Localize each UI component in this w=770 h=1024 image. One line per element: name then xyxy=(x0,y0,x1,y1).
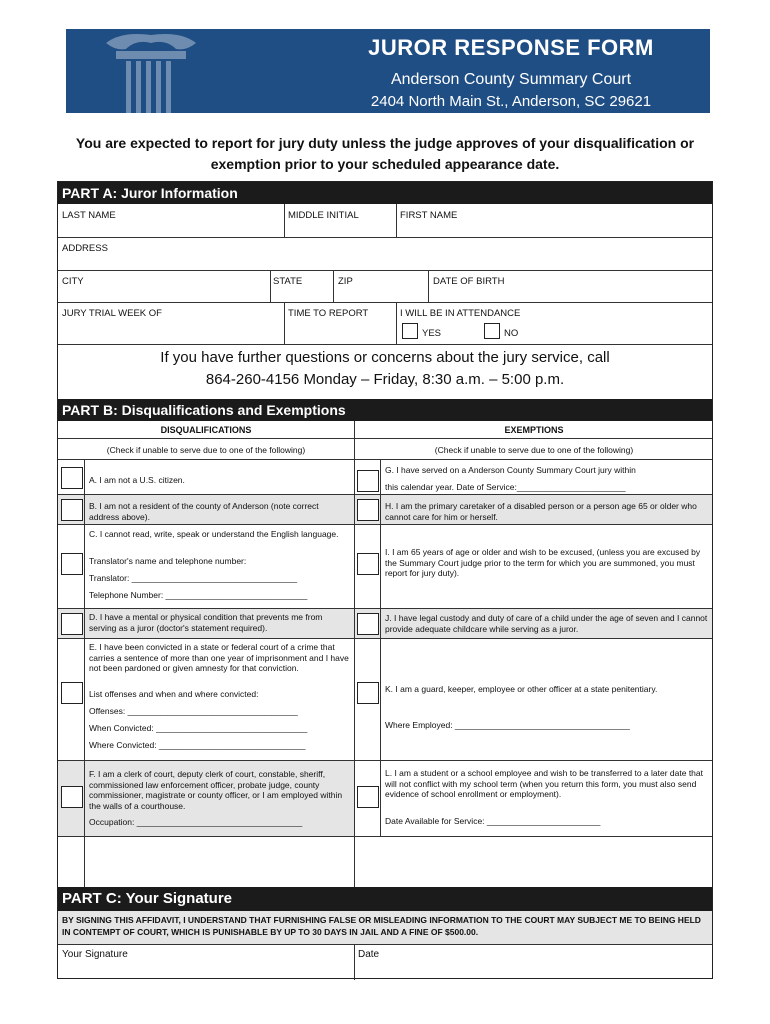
item-l-date-field[interactable]: Date Available for Service: ________________________ xyxy=(385,816,601,826)
last-name-label: LAST NAME xyxy=(62,210,116,221)
item-l-text: L. I am a student or a school employee and wish to be transferred to a later date that will not conflict with my school term (when you return this form, you must also send evidence of school enrollment or employment). xyxy=(385,768,703,799)
item-j-text: J. I have legal custody and duty of care of a child under the age of seven and I cannot provide adequate childcare while serving as a juror. xyxy=(385,613,708,634)
checkbox-e[interactable] xyxy=(61,682,83,704)
form-header xyxy=(66,29,710,113)
checkbox-a[interactable] xyxy=(61,467,83,489)
checkbox-b[interactable] xyxy=(61,499,83,521)
item-d-text: D. I have a mental or physical condition that prevents me from serving as a juror (doctor's statement required). xyxy=(89,612,323,633)
court-address: 2404 North Main St., Anderson, SC 29621 xyxy=(370,93,652,110)
checkbox-l[interactable] xyxy=(357,786,379,808)
item-c-translator-info: Translator's name and telephone number: xyxy=(89,556,247,566)
checkbox-d[interactable] xyxy=(61,613,83,635)
disqualifications-header: DISQUALIFICATIONS xyxy=(160,425,252,435)
item-i-text: I. I am 65 years of age or older and wish to be excused, (unless you are excused by the Summary Court judge prior to the term for which you are summoned, you must report for jury duty). xyxy=(385,547,701,578)
item-e-where-field[interactable]: Where Convicted: _______________________________ xyxy=(89,740,306,750)
date-label: Date xyxy=(358,949,380,960)
item-c-translator-field[interactable]: Translator: ___________________________________ xyxy=(89,573,298,583)
checkbox-g[interactable] xyxy=(357,470,379,492)
checkbox-c[interactable] xyxy=(61,553,83,575)
part-b-title: PART B: Disqualifications and Exemptions xyxy=(58,399,712,421)
juror-form xyxy=(57,181,713,979)
yes-label: YES xyxy=(422,328,442,339)
attendance-no-checkbox[interactable] xyxy=(484,323,500,339)
form-title: JUROR RESPONSE FORM xyxy=(368,35,654,60)
city-label: CITY xyxy=(62,276,84,287)
item-e-offenses-field[interactable]: Offenses: ____________________________________ xyxy=(89,706,298,716)
disqualifications-instruction: (Check if unable to serve due to one of the following) xyxy=(106,445,306,455)
item-e-list-text: List offenses and when and where convicted: xyxy=(89,689,259,699)
state-label: STATE xyxy=(273,276,303,287)
checkbox-f[interactable] xyxy=(61,786,83,808)
affidavit-text: BY SIGNING THIS AFFIDAVIT, I UNDERSTAND THAT FURNISHING FALSE OR MISLEADING INFORMATION TO THE COURT MAY SUBJECT ME TO BEING HELD IN CONTEMPT OF COURT, WHICH IS PUNISHABLE BY UP TO 30 DAYS IN JAIL AND A FINE OF $500.00. xyxy=(62,915,701,937)
intro-notice: You are expected to report for jury duty unless the judge approves of your disqualification or exemption prior to your scheduled appearance date. xyxy=(75,135,695,172)
checkbox-j[interactable] xyxy=(357,613,379,635)
item-e-when-field[interactable]: When Convicted: ________________________________ xyxy=(89,723,308,733)
zip-label: ZIP xyxy=(338,276,353,287)
item-f-occupation-field[interactable]: Occupation: ___________________________________ xyxy=(89,817,303,827)
attendance-label: I WILL BE IN ATTENDANCE xyxy=(400,308,521,319)
first-name-label: FIRST NAME xyxy=(400,210,458,221)
checkbox-h[interactable] xyxy=(357,499,379,521)
no-label: NO xyxy=(504,328,519,339)
time-to-report-label: TIME TO REPORT xyxy=(288,308,369,319)
middle-initial-label: MIDDLE INITIAL xyxy=(288,210,359,221)
item-h-text: H. I am the primary caretaker of a disabled person or a person age 65 or older who cannot care for him or herself. xyxy=(385,501,697,522)
contact-line-1: If you have further questions or concerns about the jury service, call xyxy=(160,349,610,366)
contact-info xyxy=(58,347,712,391)
attendance-yes-checkbox[interactable] xyxy=(402,323,418,339)
item-f-text: F. I am a clerk of court, deputy clerk of court, constable, sheriff, commissioned law enforcement officer, probate judge, county commissioner, magistrate or county officer, or I am employed within the walls of a courthouse. xyxy=(89,769,343,811)
item-c-text: C. I cannot read, write, speak or understand the English language. xyxy=(89,529,339,539)
item-g-date-field[interactable]: this calendar year. Date of Service:_______________________ xyxy=(385,482,626,492)
dob-label: DATE OF BIRTH xyxy=(433,276,505,287)
checkbox-k[interactable] xyxy=(357,682,379,704)
item-g-text: G. I have served on a Anderson County Summary Court jury within xyxy=(385,465,636,475)
address-label: ADDRESS xyxy=(62,243,108,254)
court-name: Anderson County Summary Court xyxy=(390,71,632,88)
item-a-text: A. I am not a U.S. citizen. xyxy=(89,475,185,485)
checkbox-i[interactable] xyxy=(357,553,379,575)
exemptions-instruction: (Check if unable to serve due to one of the following) xyxy=(434,445,634,455)
contact-line-2: 864-260-4156 Monday – Friday, 8:30 a.m. – 5:00 p.m. xyxy=(205,371,565,388)
item-c-phone-field[interactable]: Telephone Number: ______________________________ xyxy=(89,590,308,600)
item-b-text: B. I am not a resident of the county of Anderson (note correct address above). xyxy=(89,501,319,522)
courthouse-column-icon xyxy=(96,29,206,113)
jury-week-label: JURY TRIAL WEEK OF xyxy=(62,308,162,319)
item-k-employed-field[interactable]: Where Employed: _____________________________________ xyxy=(385,720,630,730)
signature-label: Your Signature xyxy=(62,949,128,960)
item-e-text: E. I have been convicted in a state or federal court of a crime that carries a sentence of more than one year of imprisonment and I have not been pardoned or given amnesty for that conviction. xyxy=(89,642,349,673)
part-c-title: PART C: Your Signature xyxy=(58,887,712,911)
item-k-text: K. I am a guard, keeper, employee or other officer at a state penitentiary. xyxy=(385,684,658,694)
exemptions-header: EXEMPTIONS xyxy=(504,425,564,435)
part-a-title: PART A: Juror Information xyxy=(58,182,712,204)
